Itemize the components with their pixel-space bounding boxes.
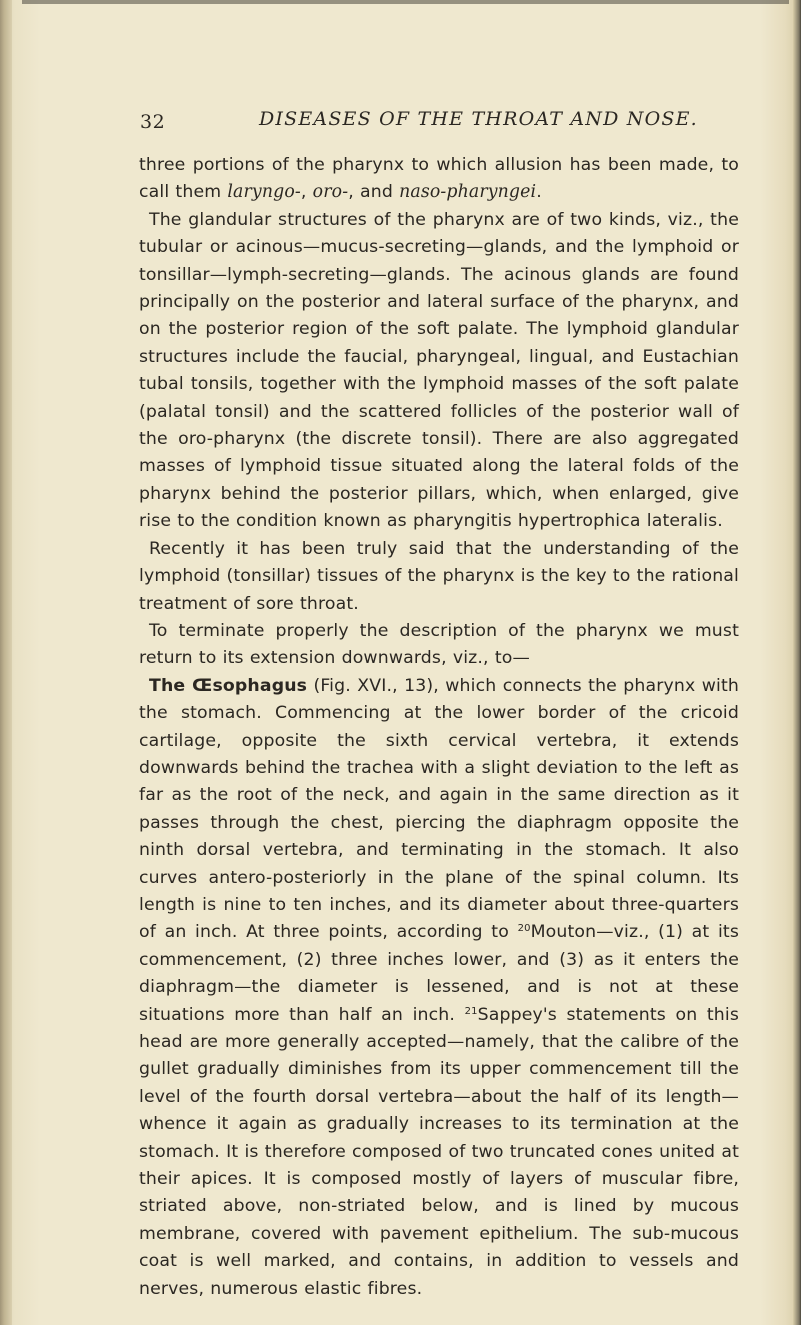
italic-term: naso-pharyngei: [399, 182, 537, 203]
text-run: three portions of the pharynx to which allusion has been made, to call them: [139, 155, 739, 203]
footnote-ref: 21: [464, 1005, 478, 1017]
paragraph: [139, 152, 739, 207]
text-run: .: [536, 182, 542, 203]
italic-term: laryngo-: [227, 182, 301, 203]
paragraph: Recently it has been truly said that the understanding of the lymphoid (tonsillar) tissues of the pharynx is the key to the rational treatment of sore throat.: [139, 538, 739, 614]
footnote-ref: 20: [517, 923, 531, 935]
page-header: [0, 0, 801, 140]
page-gutter-shadow: [0, 0, 12, 1325]
body-text: [139, 152, 739, 1303]
italic-term: oro-: [312, 182, 349, 203]
page-number: 32: [140, 111, 166, 133]
text-run: , and: [348, 182, 400, 203]
page-edge-shadow: [793, 0, 801, 1325]
paragraph: The glandular structures of the pharynx are of two kinds, viz., the tubular or acinous—mucus-secreting—glands, and the lymphoid or tonsillar—lymph-secreting—glands. The acinous glands are found principally on the posterior and lateral surface of the pharynx, and on the posterior region of the soft palate. The lymphoid glandular structures include the faucial, pharyngeal, lingual, and Eustachian tubal tonsils, together with the lymphoid masses of the soft palate (palatal tonsil) and the scattered follicles of the posterior wall of the oro-pharynx (the discrete tonsil). There are also aggregated masses of lymphoid tissue situated along the lateral folds of the pharynx behind the posterior pillars, which, when enlarged, give rise to the condition known as pharyngitis hypertrophica lateralis.: [139, 209, 739, 532]
text-run: Sappey's statements on this head are more generally accepted—namely, that the calibre of the gullet gradually diminishes from its upper commencement till the level of the fourth dorsal vertebra—about the half of its length—whence it again as gradually increases to its termination at the stomach. It is therefore composed of two truncated cones united at their apices. It is composed mostly of layers of muscular fibre, striated above, non-striated below, and is lined by mucous membrane, covered with pavement epithelium. The sub-mucous coat is well marked, and contains, in addition to vessels and nerves, numerous elastic fibres.: [139, 1004, 739, 1299]
paragraph: To terminate properly the description of the pharynx we must return to its extension downwards, viz., to—: [139, 620, 739, 669]
text-run: Mouton—viz., (1) at its commencement, (2) three inches lower, and (3) as it enters the diaphragm—the diameter is lessened, and is not at these situations more than half an inch.: [139, 922, 740, 1025]
paragraph: [139, 673, 739, 1303]
section-heading: The Œsophagus: [149, 675, 308, 696]
running-head: DISEASES OF THE THROAT AND NOSE.: [259, 108, 698, 130]
text-run: ,: [300, 182, 313, 203]
text-run: (Fig. XVI., 13), which connects the pharynx with the stomach. Commencing at the lower border of the cricoid cartilage, opposite the sixth cervical vertebra, it extends downwards behind the trachea with a slight deviation to the left as far as the root of the neck, and again in the same direction as it passes through the chest, piercing the diaphragm opposite the ninth dorsal vertebra, and terminating in the stomach. It also curves antero-posteriorly in the plane of the spinal column. Its length is nine to ten inches, and its diameter about three-quarters of an inch. At three points, according to: [139, 675, 739, 943]
